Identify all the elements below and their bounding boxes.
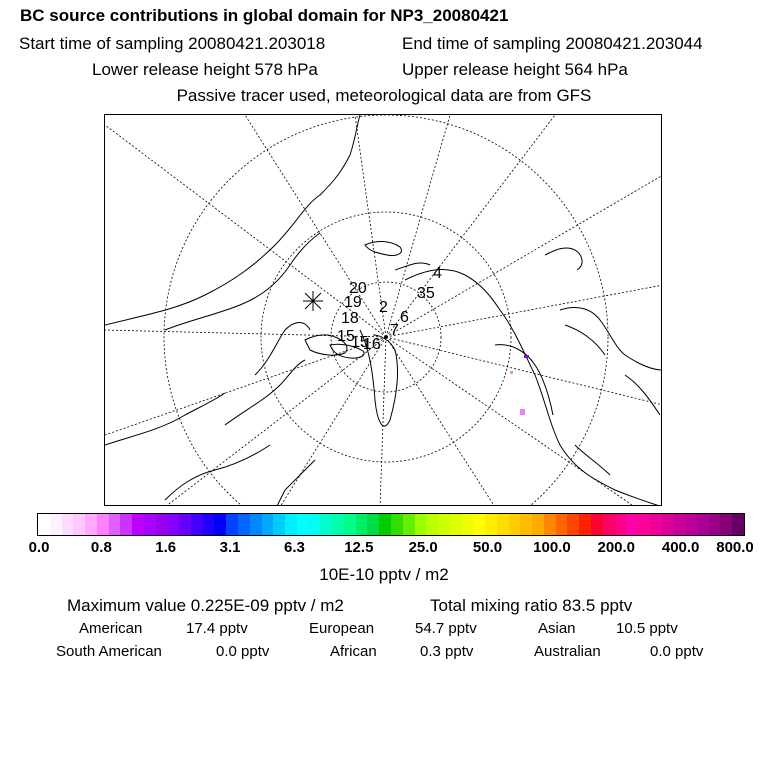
release-site-marker [303,291,323,311]
source-patch [524,355,529,358]
colorbar-segment [73,514,85,535]
colorbar-segment [720,514,732,535]
colorbar-segment [532,514,544,535]
colorbar-segment [638,514,650,535]
colorbar-tick-label: 25.0 [408,539,438,556]
trajectory-label: 2 [379,299,388,316]
colorbar-segment [403,514,415,535]
colorbar-segment [262,514,274,535]
colorbar [37,513,745,536]
south-american-label: South American [56,643,162,660]
colorbar-segment [238,514,250,535]
colorbar-segment [579,514,591,535]
trajectory-label: 18 [341,310,359,327]
colorbar-tick-label: 100.0 [533,539,571,556]
colorbar-segment [344,514,356,535]
european-label: European [309,620,375,637]
colorbar-tick-label: 400.0 [661,539,700,556]
colorbar-segment [450,514,462,535]
colorbar-segment [214,514,226,535]
colorbar-tick-label: 50.0 [472,539,503,556]
asian-value: 10.5 pptv [616,620,678,637]
colorbar-tick-label: 12.5 [344,539,374,556]
colorbar-segment [462,514,474,535]
colorbar-segment [191,514,203,535]
colorbar-segment [132,514,144,535]
colorbar-segment [438,514,450,535]
colorbar-tick-label: 0.8 [90,539,112,556]
colorbar-tick-label: 0.0 [28,539,50,556]
trajectory-label: 6 [400,309,409,326]
colorbar-segment [285,514,297,535]
colorbar-segment [497,514,509,535]
trajectory-label: 4 [433,265,442,282]
colorbar-segment [226,514,238,535]
african-value: 0.3 pptv [420,643,474,660]
trajectory-label: 20 [349,280,367,297]
colorbar-segment [732,514,744,535]
colorbar-segment [144,514,156,535]
colorbar-segment [709,514,721,535]
source-patch [510,371,513,374]
colorbar-segment [50,514,62,535]
colorbar-segment [109,514,121,535]
end-time-label: End time of sampling 20080421.203044 [402,34,703,53]
colorbar-segment [97,514,109,535]
colorbar-segment [167,514,179,535]
colorbar-segment [250,514,262,535]
page-title: BC source contributions in global domain for NP3_20080421 [20,6,509,25]
colorbar-segment [673,514,685,535]
lower-release-height: Lower release height 578 hPa [92,60,318,79]
tracer-note: Passive tracer used, meteorological data are from GFS [176,86,592,105]
upper-release-height: Upper release height 564 hPa [402,60,628,79]
colorbar-segment [591,514,603,535]
colorbar-tick-label: 200.0 [597,539,636,556]
colorbar-segment [309,514,321,535]
colorbar-segment [650,514,662,535]
colorbar-segment [273,514,285,535]
colorbar-segment [62,514,74,535]
australian-value: 0.0 pptv [650,643,704,660]
colorbar-segment [320,514,332,535]
colorbar-segment [391,514,403,535]
source-patch [520,409,525,415]
colorbar-segment [332,514,344,535]
colorbar-segment [379,514,391,535]
colorbar-tick-label: 800.0 [716,539,754,556]
colorbar-segment [356,514,368,535]
colorbar-segment [473,514,485,535]
colorbar-segment [685,514,697,535]
colorbar-segment [567,514,579,535]
colorbar-segment [203,514,215,535]
colorbar-segment [520,514,532,535]
colorbar-tick-label: 3.1 [219,539,241,556]
trajectory-label: 35 [417,285,435,302]
colorbar-segment [509,514,521,535]
colorbar-segment [426,514,438,535]
colorbar-tick-label: 6.3 [284,539,305,556]
african-label: African [330,643,377,660]
colorbar-segment [544,514,556,535]
trajectory-label: 16 [363,336,381,353]
colorbar-units: 10E-10 pptv / m2 [319,565,449,584]
colorbar-segment [697,514,709,535]
colorbar-segment [120,514,132,535]
start-time-label: Start time of sampling 20080421.203018 [19,34,326,53]
trajectory-label: 7 [390,322,399,339]
trajectory-label-cluster: 15 [351,334,369,351]
colorbar-segment [615,514,627,535]
max-value: Maximum value 0.225E-09 pptv / m2 [67,596,344,615]
colorbar-segment [85,514,97,535]
colorbar-segment [297,514,309,535]
trajectory-label: 19 [344,294,362,311]
american-label: American [79,620,143,637]
south-american-value: 0.0 pptv [216,643,270,660]
european-value: 54.7 pptv [415,620,477,637]
colorbar-segment [415,514,427,535]
australian-label: Australian [534,643,601,660]
american-value: 17.4 pptv [186,620,248,637]
colorbar-segment [485,514,497,535]
colorbar-segment [38,514,50,535]
colorbar-segment [556,514,568,535]
colorbar-segment [156,514,168,535]
polar-map [105,115,662,506]
colorbar-tick-label: 1.6 [155,539,177,556]
colorbar-segment [179,514,191,535]
total-mixing-ratio: Total mixing ratio 83.5 pptv [430,596,633,615]
trajectory-label-cluster: 15 [337,328,355,345]
colorbar-segment [603,514,615,535]
colorbar-segment [626,514,638,535]
colorbar-segment [662,514,674,535]
asian-label: Asian [538,620,576,637]
map-panel [104,114,662,506]
colorbar-segment [367,514,379,535]
